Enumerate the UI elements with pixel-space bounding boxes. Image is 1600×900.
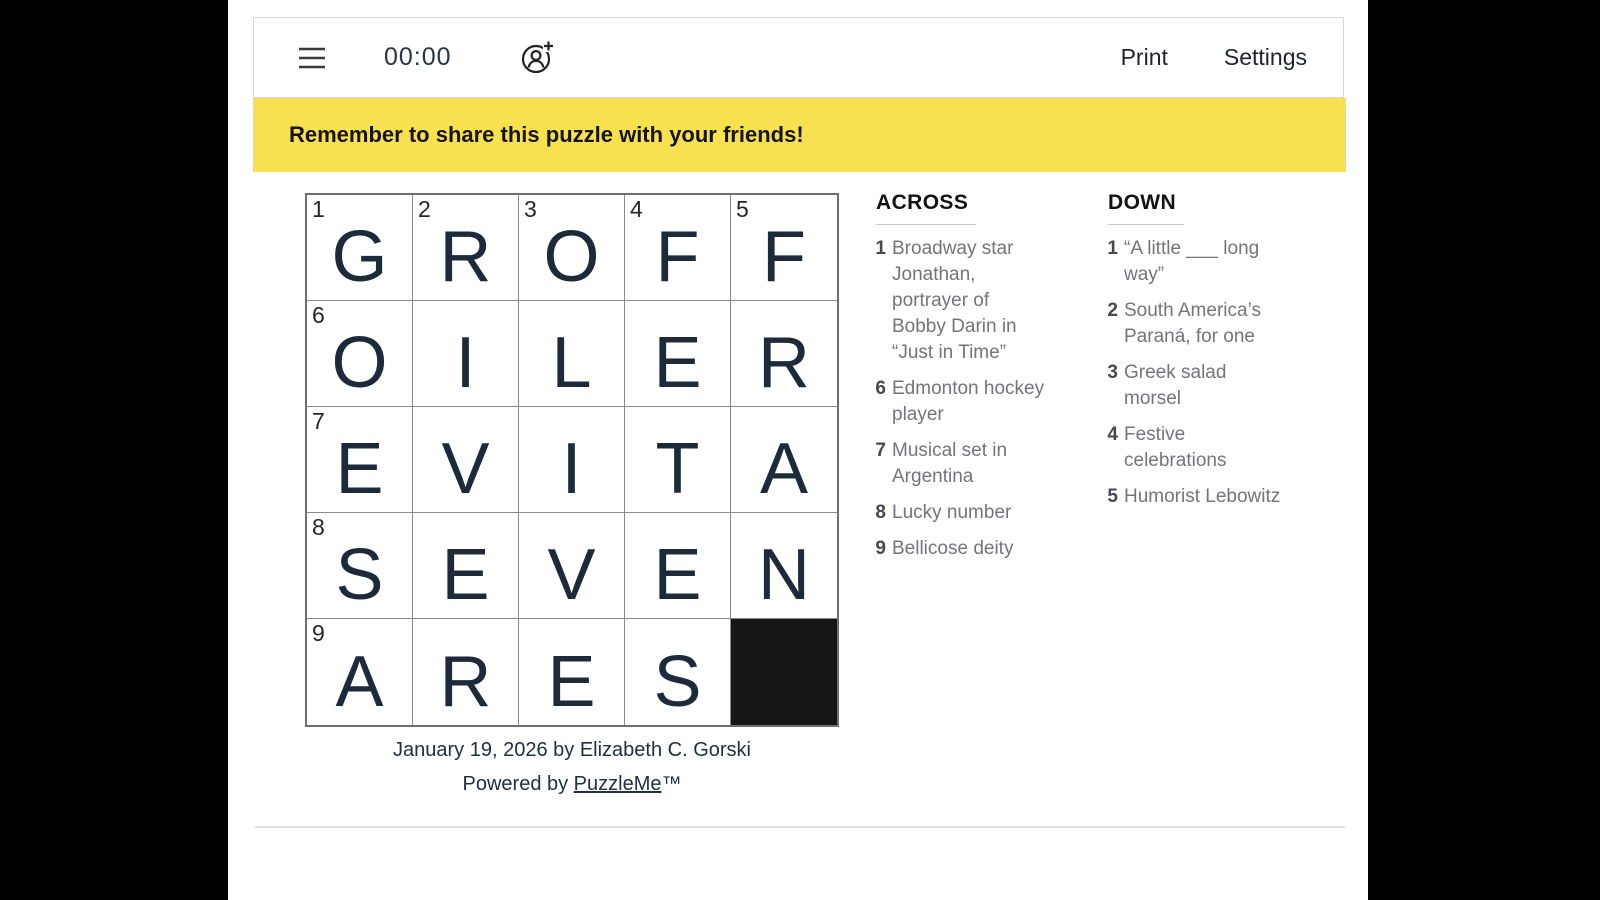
across-clue-1[interactable]	[868, 236, 1074, 366]
down-section	[1100, 191, 1300, 520]
grid-cell-r1c2[interactable]	[413, 195, 519, 301]
hamburger-icon	[296, 45, 328, 71]
powered-by	[305, 767, 839, 801]
grid-cell-r3c4[interactable]	[625, 407, 731, 513]
across-clue-7[interactable]	[868, 438, 1074, 490]
invite-button[interactable]	[518, 38, 558, 78]
down-header: DOWN	[1108, 191, 1184, 225]
cell-letter: V	[441, 429, 490, 509]
clue-text: Broadway star Jonathan, portrayer of Bobby Darin in “Just in Time”	[892, 238, 1017, 363]
clue-text: Greek salad morsel	[1124, 362, 1227, 409]
menu-button[interactable]	[296, 44, 330, 72]
grid-cell-r2c2[interactable]	[413, 301, 519, 407]
crossword-grid[interactable]	[305, 193, 839, 727]
cell-letter: S	[335, 535, 384, 615]
cell-letter: F	[762, 217, 806, 297]
across-header: ACROSS	[876, 191, 976, 225]
clue-number: 4	[1107, 424, 1118, 445]
black-cell	[731, 619, 837, 725]
clue-number: 2	[1107, 300, 1118, 321]
grid-cell-r2c3[interactable]	[519, 301, 625, 407]
cell-letter: E	[441, 535, 490, 615]
grid-cell-r4c4[interactable]	[625, 513, 731, 619]
cell-letter: E	[653, 535, 702, 615]
clue-text: Bellicose deity	[892, 538, 1014, 559]
puzzleme-link[interactable]: PuzzleMe	[573, 773, 662, 795]
down-clue-1[interactable]	[1100, 236, 1300, 288]
grid-cell-r1c5[interactable]	[731, 195, 837, 301]
grid-cell-r4c2[interactable]	[413, 513, 519, 619]
across-clue-list	[868, 236, 1074, 562]
grid-cell-r3c5[interactable]	[731, 407, 837, 513]
grid-cell-r4c5[interactable]	[731, 513, 837, 619]
clue-text: Festive celebrations	[1124, 424, 1227, 471]
share-banner-text: Remember to share this puzzle with your friends!	[289, 122, 804, 147]
cell-number: 9	[312, 620, 325, 646]
cell-number: 4	[630, 196, 643, 222]
cell-letter: R	[439, 217, 492, 297]
grid-cell-r2c4[interactable]	[625, 301, 731, 407]
grid-cell-r4c1[interactable]	[307, 513, 413, 619]
clue-number: 8	[875, 502, 886, 523]
clue-text: “A little ___ long way”	[1124, 238, 1260, 285]
cell-letter: F	[655, 217, 700, 297]
cell-number: 5	[736, 196, 749, 222]
cell-number: 8	[312, 514, 325, 540]
down-clue-list	[1100, 236, 1300, 510]
grid-cell-r5c2[interactable]	[413, 619, 519, 725]
cell-letter: T	[655, 429, 700, 509]
topbar	[253, 17, 1344, 98]
share-banner	[253, 98, 1346, 172]
clue-number: 1	[875, 238, 886, 259]
grid-cell-r2c1[interactable]	[307, 301, 413, 407]
bottom-divider	[255, 826, 1345, 828]
cell-letter: I	[561, 429, 582, 509]
cell-letter: A	[335, 642, 384, 722]
cell-letter: V	[547, 535, 596, 615]
cell-letter: G	[331, 217, 388, 297]
cell-number: 7	[312, 408, 325, 434]
clue-text: Musical set in Argentina	[892, 440, 1008, 487]
cell-letter: N	[758, 535, 810, 615]
grid-cell-r2c5[interactable]	[731, 301, 837, 407]
across-section	[868, 191, 1074, 572]
attribution	[305, 733, 839, 801]
grid-cell-r4c3[interactable]	[519, 513, 625, 619]
grid-cell-r5c1[interactable]	[307, 619, 413, 725]
grid-cell-r5c3[interactable]	[519, 619, 625, 725]
down-clue-4[interactable]	[1100, 422, 1300, 474]
clue-number: 6	[875, 378, 886, 399]
clue-text: Humorist Lebowitz	[1124, 486, 1281, 507]
grid-cell-r1c4[interactable]	[625, 195, 731, 301]
cell-letter: R	[439, 642, 492, 722]
print-button[interactable]: Print	[1120, 44, 1168, 70]
down-clue-3[interactable]	[1100, 360, 1300, 412]
clue-number: 5	[1107, 486, 1118, 507]
cell-letter: I	[455, 323, 476, 403]
timer: 00:00	[384, 43, 452, 71]
grid-cell-r1c1[interactable]	[307, 195, 413, 301]
across-clue-8[interactable]	[868, 500, 1074, 526]
cell-letter: S	[653, 642, 702, 722]
add-person-icon	[518, 39, 556, 77]
cell-number: 3	[524, 196, 537, 222]
across-clue-6[interactable]	[868, 376, 1074, 428]
cell-letter: R	[758, 323, 810, 403]
clue-number: 7	[875, 440, 886, 461]
cell-letter: E	[653, 323, 702, 403]
cell-letter: L	[551, 323, 592, 403]
down-clue-5[interactable]	[1100, 484, 1300, 510]
clue-number: 1	[1107, 238, 1118, 259]
grid-cell-r1c3[interactable]	[519, 195, 625, 301]
puzzle-page	[228, 0, 1368, 900]
clue-text: Edmonton hockey player	[892, 378, 1045, 425]
cell-letter: O	[331, 323, 388, 403]
across-clue-9[interactable]	[868, 536, 1074, 562]
cell-letter: A	[759, 429, 809, 509]
byline: January 19, 2026 by Elizabeth C. Gorski	[393, 739, 751, 761]
grid-cell-r3c3[interactable]	[519, 407, 625, 513]
clue-text: Lucky number	[892, 502, 1012, 523]
cell-letter: E	[335, 429, 384, 509]
clue-number: 9	[875, 538, 886, 559]
trademark-symbol: ™	[661, 773, 682, 795]
clue-number: 3	[1107, 362, 1118, 383]
cell-letter: O	[543, 217, 600, 297]
grid-cell-r3c1[interactable]	[307, 407, 413, 513]
cell-number: 6	[312, 302, 325, 328]
cell-letter: E	[547, 642, 596, 722]
cell-number: 1	[312, 196, 325, 222]
grid-cell-r3c2[interactable]	[413, 407, 519, 513]
powered-by-prefix: Powered by	[462, 773, 574, 795]
down-clue-2[interactable]	[1100, 298, 1300, 350]
grid-cell-r5c4[interactable]	[625, 619, 731, 725]
settings-button[interactable]: Settings	[1223, 44, 1307, 70]
cell-number: 2	[418, 196, 431, 222]
clue-text: South America’s Paraná, for one	[1124, 300, 1261, 347]
